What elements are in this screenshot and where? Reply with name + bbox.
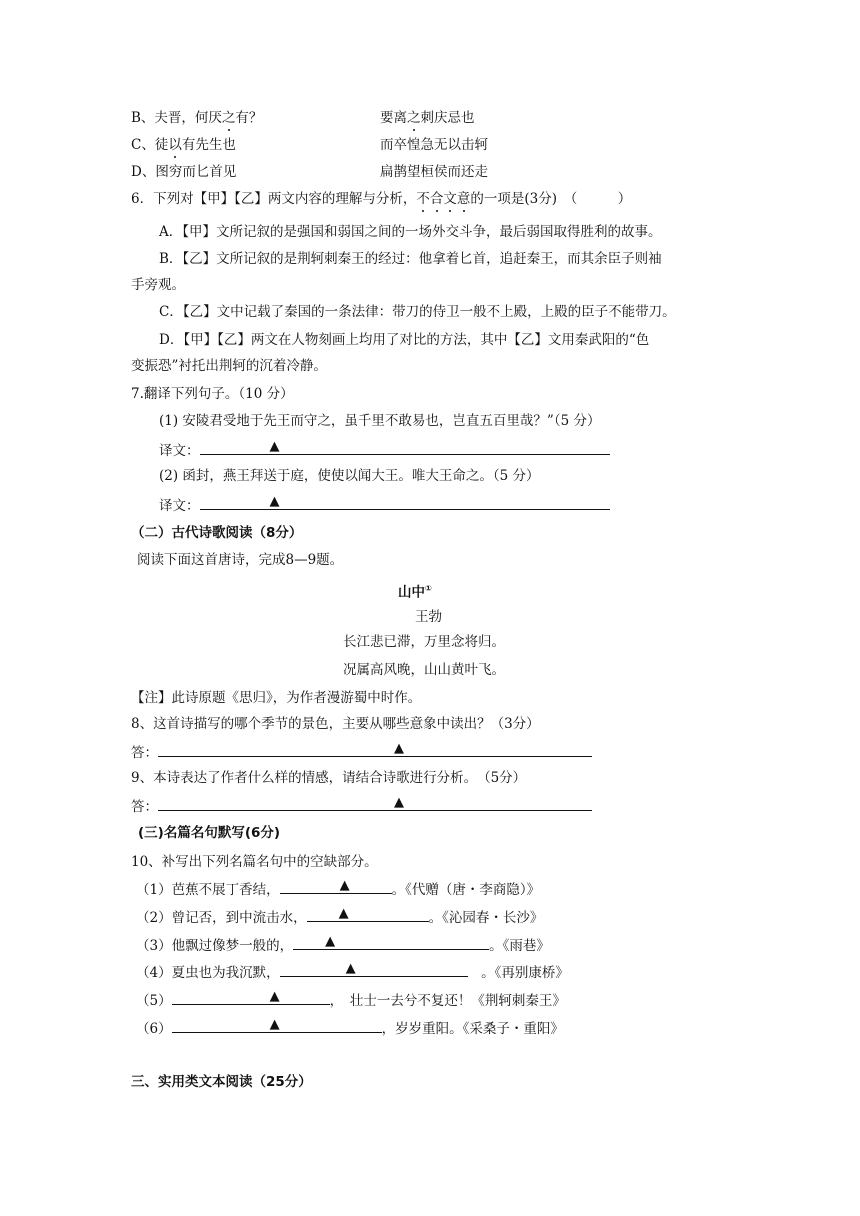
- triangle-icon: ▲: [338, 906, 349, 921]
- triangle-icon: ▲: [394, 741, 404, 756]
- q7-stem: 7.翻译下列句子。（10 分）: [131, 386, 294, 402]
- dictation-item-6: （6） ▲ ，岁岁重阳。《采桑子・重阳》: [136, 1017, 564, 1037]
- dictation-item-3: （3）他飘过像梦一般的， ▲ 。《雨巷》: [136, 934, 550, 954]
- answer-blank[interactable]: [200, 495, 610, 510]
- q6-stem: 6．下列对【甲】【乙】两文内容的理解与分析，不合文意的一项是(3分) （ ）: [131, 191, 632, 207]
- section-heading-practical-text: 三、实用类文本阅读（25分）: [131, 1074, 312, 1090]
- q9-answer: 答： ▲: [131, 796, 592, 817]
- q6-option-b-line1: B．【乙】文所记叙的是荆轲刺秦王的经过：他拿着匕首，追赶秦王，而其余臣子则袖: [159, 251, 662, 267]
- footnote-mark: ①: [425, 584, 432, 593]
- emphasis-dot: 合: [429, 191, 444, 207]
- answer-blank[interactable]: [293, 935, 489, 950]
- q7-sentence-1: (1) 安陵君受地于先王而守之，虽千里不敢易也，岂直五百里哉？”（5 分）: [159, 413, 601, 429]
- dictation-item-2: （2）曾记否，到中流击水， ▲ 。《沁园春・长沙》: [136, 906, 544, 926]
- answer-blank[interactable]: [280, 879, 392, 894]
- answer-blank[interactable]: [158, 742, 592, 757]
- poem-title: 山中①: [398, 584, 432, 601]
- dictation-item-5: （5） ▲ ， 壮士一去兮不复还！《荆轲刺秦王》: [136, 989, 566, 1009]
- poem-line-1: 长江悲已滞，万里念将归。: [343, 634, 505, 650]
- q8-stem: 8、这首诗描写的哪个季节的景色，主要从哪些意象中读出？（3分）: [131, 716, 540, 732]
- q5-option-b-right: 要离之刺庆忌也: [380, 110, 475, 126]
- dictation-item-1: （1）芭蕉不展丁香结， ▲ 。《代赠（唐・李商隐）》: [136, 878, 541, 898]
- q5-option-b-left: B、夫晋，何厌之有？: [131, 110, 263, 126]
- q6-option-b-line2: 手旁观。: [131, 277, 185, 293]
- triangle-icon: ▲: [269, 494, 280, 509]
- q5-option-d-left: D、图穷而匕首见: [131, 164, 237, 180]
- section-heading-poetry: （二）古代诗歌阅读（8分）: [131, 525, 303, 541]
- q6-option-d-line1: D．【甲】【乙】两文在人物刻画上均用了对比的方法，其中【乙】文用秦武阳的“色: [159, 332, 650, 348]
- emphasis-dot: 不: [416, 191, 430, 207]
- triangle-icon: ▲: [325, 934, 336, 949]
- emphasis-dot: 文: [443, 191, 457, 207]
- answer-blank[interactable]: [307, 907, 429, 922]
- triangle-icon: ▲: [339, 878, 350, 893]
- poetry-intro: 阅读下面这首唐诗，完成8—9题。: [137, 552, 344, 568]
- q5-option-c-right: 而卒惶急无以击轲: [380, 137, 488, 153]
- poem-line-2: 况属高风晚，山山黄叶飞。: [343, 662, 505, 678]
- emphasis-dot: 之: [407, 110, 421, 126]
- q6-option-a: A．【甲】文所记叙的是强国和弱国之间的一场外交斗争，最后弱国取得胜利的故事。: [159, 224, 662, 240]
- q7-answer-1: 译文： ▲: [159, 440, 610, 461]
- q9-stem: 9、本诗表达了作者什么样的情感，请结合诗歌进行分析。 （5分）: [131, 770, 527, 786]
- answer-blank[interactable]: [200, 440, 610, 455]
- poem-author: 王勃: [415, 609, 442, 625]
- poem-note: 【注】此诗原题《思归》，为作者漫游蜀中时作。: [131, 690, 422, 706]
- triangle-icon: ▲: [269, 1017, 280, 1032]
- triangle-icon: ▲: [394, 795, 404, 810]
- q10-stem: 10、补写出下列名篇名句中的空缺部分。: [131, 854, 378, 870]
- emphasis-dot: 之: [221, 110, 236, 126]
- q6-option-d-line2: 变振恐”衬托出荆轲的沉着冷静。: [131, 358, 327, 374]
- triangle-icon: ▲: [269, 439, 280, 454]
- triangle-icon: ▲: [269, 989, 280, 1004]
- q7-answer-2: 译文： ▲: [159, 495, 610, 516]
- q5-option-c-left: C、徒以有先生也: [131, 137, 236, 153]
- answer-blank[interactable]: [172, 1018, 382, 1033]
- q8-answer: 答： ▲: [131, 742, 592, 763]
- section-heading-dictation: (三)名篇名句默写(6分): [138, 825, 281, 841]
- q6-option-c: C．【乙】文中记载了秦国的一条法律：带刀的侍卫一般不上殿，上殿的臣子不能带刀。: [159, 304, 676, 320]
- emphasis-dot: 意: [456, 191, 471, 207]
- emphasis-dot: 以: [168, 137, 182, 153]
- answer-blank[interactable]: [280, 962, 468, 977]
- answer-blank[interactable]: [158, 796, 592, 811]
- q5-option-d-right: 扁鹊望桓侯而还走: [380, 164, 488, 180]
- answer-blank[interactable]: [172, 990, 330, 1005]
- dictation-item-4: （4）夏虫也为我沉默， ▲ 。《再别康桥》: [136, 961, 569, 981]
- triangle-icon: ▲: [345, 961, 356, 976]
- q7-sentence-2: (2) 函封，燕王拜送于庭，使使以闻大王。唯大王命之。（5 分）: [159, 468, 540, 484]
